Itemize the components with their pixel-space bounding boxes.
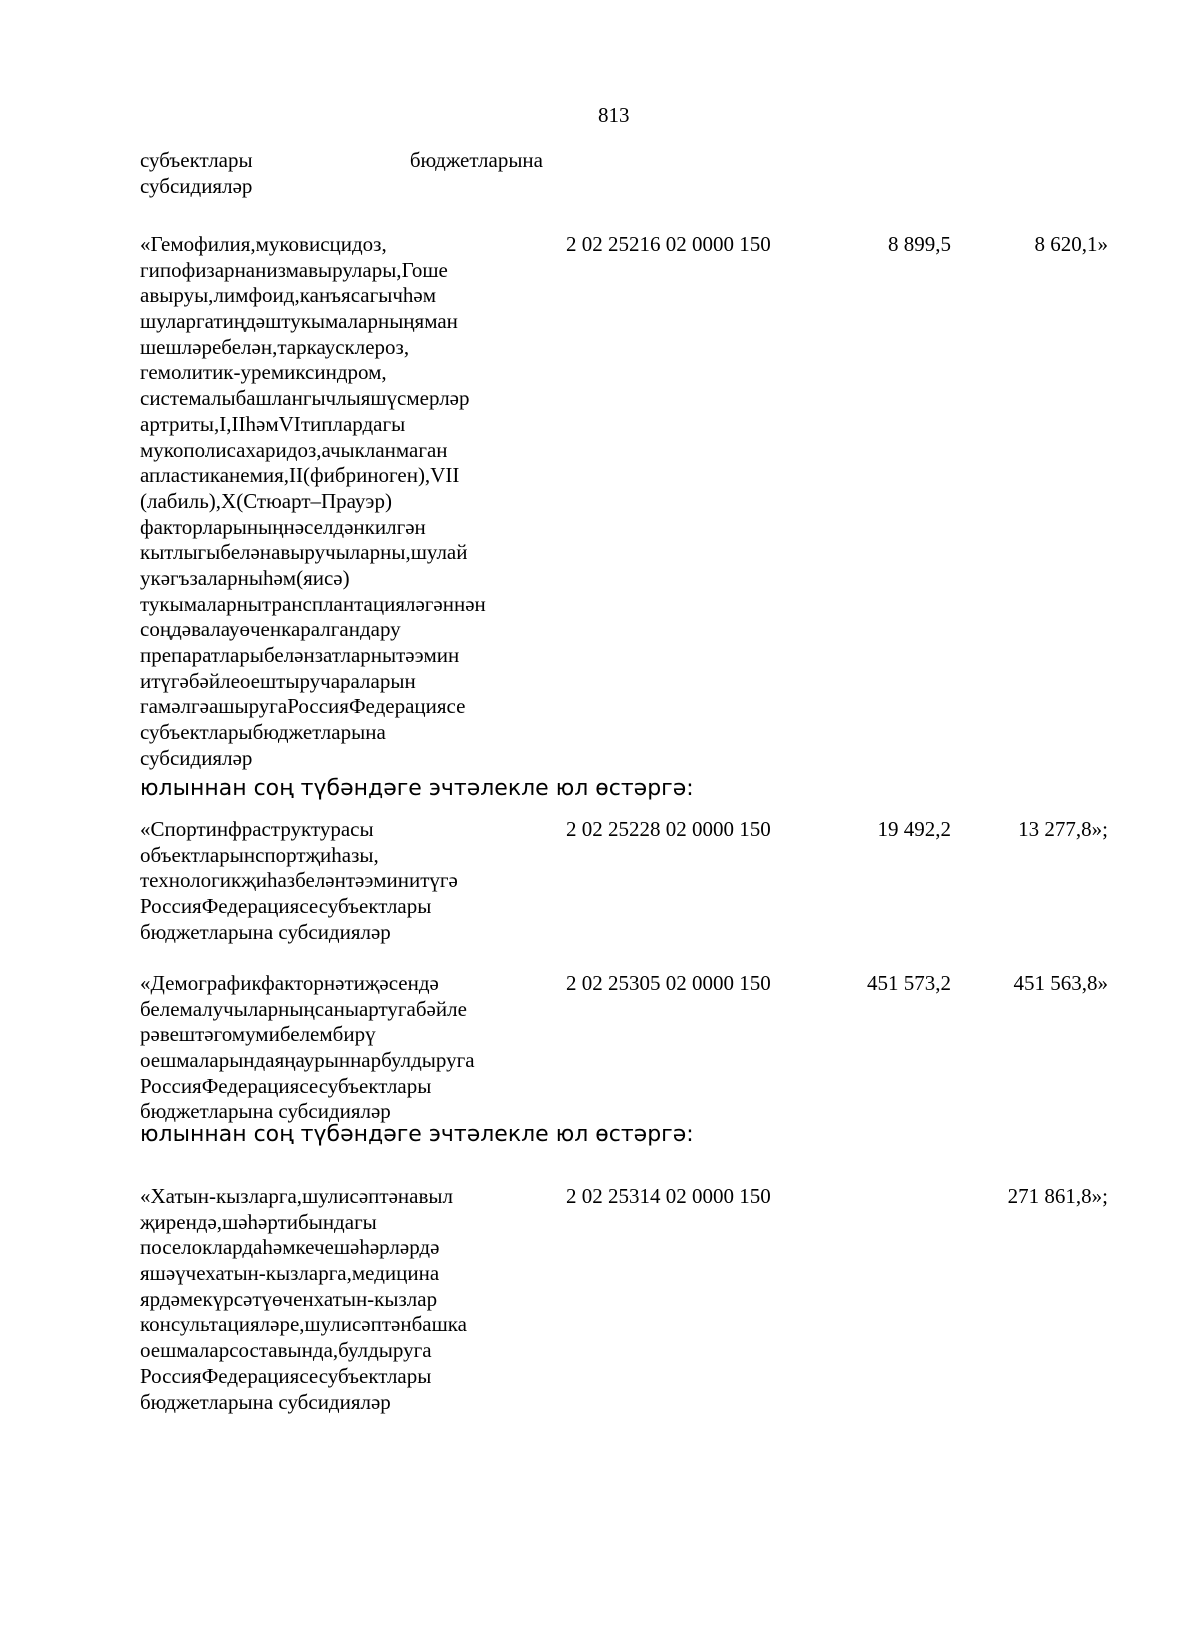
instruction-note: юлыннан соң түбәндәге эчтәлекле юл өстәргә: <box>140 1122 694 1147</box>
description-line: бюджетларына субсидияләр <box>140 1099 391 1124</box>
description-word: шәһәр <box>222 1209 278 1234</box>
description-word: тукымаларны <box>140 591 263 616</box>
description-word: II <box>231 411 246 436</box>
description-word: соң <box>140 617 172 642</box>
description-line: бюджетларына субсидияләр <box>140 919 391 944</box>
description-word: Федерациясе <box>348 694 466 719</box>
description-line <box>140 1074 543 1100</box>
description-word: яңа <box>274 1048 304 1073</box>
description-line <box>140 232 543 258</box>
description-word: килгән <box>364 514 426 539</box>
description-word: – <box>310 488 322 513</box>
description-line <box>140 1338 543 1364</box>
description-word: синдром, <box>305 360 387 385</box>
description-word: склероз, <box>335 334 410 359</box>
description-word: поселокларда <box>140 1235 263 1260</box>
description-word: тибындагы <box>277 1209 377 1234</box>
description-word: каралган <box>281 617 360 642</box>
description-word: башка <box>411 1312 467 1337</box>
description-word: Россия <box>140 894 202 919</box>
description-word: өчен <box>239 617 282 642</box>
description-word: бәйле <box>415 996 467 1021</box>
description-word: Прауэр) <box>321 488 392 513</box>
description-word: яшәүче <box>140 1261 206 1286</box>
fragment-word-right: бюджетларына <box>409 148 543 172</box>
description-word: авыручыларны, <box>271 540 411 565</box>
description-word: составында, <box>229 1338 339 1363</box>
description-word: ашыруга <box>208 694 288 719</box>
description-word: яшүсмерләр <box>360 386 470 411</box>
description-line <box>140 463 543 489</box>
description-word: авыруы, <box>140 283 214 308</box>
description-word: I, <box>219 411 232 436</box>
fragment-line-2: субсидияләр <box>140 173 253 198</box>
entry-code: 2 02 25216 02 0000 150 <box>566 232 771 256</box>
description-line <box>140 843 543 869</box>
description-line <box>140 540 543 566</box>
description-word: системалы <box>140 386 236 411</box>
entry-description-demographic <box>140 971 543 1125</box>
description-line <box>140 1261 543 1287</box>
description-word: җирендә, <box>140 1209 223 1234</box>
description-word: һәм <box>245 411 279 436</box>
entry-value-2: 271 861,8»; <box>1007 1184 1108 1208</box>
description-word: нәселдән <box>283 514 365 539</box>
description-word: ярдәме <box>140 1286 203 1311</box>
description-word: бәйле <box>188 668 240 693</box>
description-word: өчен <box>272 1286 314 1311</box>
description-word: ачыкланмаган <box>321 437 448 462</box>
description-word: шулай <box>410 540 468 565</box>
fragment-word-left: субъектлары <box>140 148 253 172</box>
description-word: һәм <box>402 283 437 308</box>
entry-value-1: 8 899,5 <box>888 232 951 256</box>
description-word: тиңдәш <box>213 309 282 334</box>
description-word: Россия <box>140 1363 202 1388</box>
description-word: оешмаларында <box>140 1048 275 1073</box>
description-word: «Спорт <box>140 817 206 841</box>
description-word: «Гемофилия, <box>140 232 256 256</box>
description-line <box>140 1184 543 1210</box>
description-line <box>140 489 543 515</box>
description-word: белем <box>279 1022 333 1047</box>
description-word: Россия <box>140 1073 202 1098</box>
description-word: мукополисахаридоз, <box>140 437 322 462</box>
description-word: белән <box>295 868 346 893</box>
entry-description-sport <box>140 817 543 945</box>
description-word: саны <box>314 996 359 1021</box>
description-word: лимфоид, <box>213 283 300 308</box>
description-word: муковисцидоз, <box>255 232 387 256</box>
description-line: бюджетларына субсидияләр <box>140 1389 391 1414</box>
description-word: Федерациясе <box>201 894 319 919</box>
description-word: консультацияләре, <box>140 1312 305 1337</box>
description-line <box>140 360 543 386</box>
description-word: анемия, <box>219 463 290 488</box>
description-line <box>140 515 543 541</box>
description-line <box>140 1210 543 1236</box>
description-line: субсидияләр <box>140 745 253 770</box>
description-word: субъектлары <box>318 1073 432 1098</box>
description-line <box>140 1022 543 1048</box>
description-word: II <box>289 463 304 488</box>
description-line <box>140 335 543 361</box>
description-word: булдыруга <box>381 1048 475 1073</box>
description-line <box>140 720 543 746</box>
description-word: урыннар <box>303 1048 382 1073</box>
instruction-note: юлыннан соң түбәндәге эчтәлекле юл өстәргә: <box>140 776 694 801</box>
entry-value-2: 8 620,1» <box>1034 232 1108 256</box>
description-word: кытлыгы <box>140 540 221 565</box>
description-word: тукымаларның <box>281 309 415 334</box>
description-word: исәптән <box>340 1312 412 1337</box>
description-word: трансплантацияләгәннән <box>262 591 486 616</box>
description-line <box>140 1312 543 1338</box>
description-word: шуларга <box>140 309 214 334</box>
entry-code: 2 02 25305 02 0000 150 <box>566 971 771 995</box>
description-line <box>140 412 543 438</box>
description-word: ук <box>140 565 161 590</box>
description-word: (лабиль), <box>140 488 222 513</box>
description-line <box>140 1364 543 1390</box>
description-word: кече <box>295 1235 334 1260</box>
description-word: затларны <box>314 643 397 667</box>
description-word: апластик <box>140 463 220 488</box>
description-word: рәвештә <box>140 1022 214 1047</box>
page-number: 813 <box>598 103 630 127</box>
description-word: субъектлары <box>140 720 253 745</box>
description-word: әгъзаларны <box>160 565 263 590</box>
description-word: җиһазы, <box>305 842 379 867</box>
description-word: Федерациясе <box>201 1073 319 1098</box>
entry-value-2: 13 277,8»; <box>1018 817 1108 841</box>
entry-value-1: 451 573,2 <box>867 971 951 995</box>
description-word: белем <box>140 996 193 1021</box>
description-word: бирү <box>332 1022 376 1047</box>
description-line <box>140 592 543 618</box>
description-line <box>140 817 543 843</box>
description-word: һәм <box>262 1235 296 1260</box>
description-word: Федерациясе <box>201 1363 319 1388</box>
description-word: алучыларның <box>192 996 315 1021</box>
description-line <box>140 283 543 309</box>
description-word: шәһәрләрдә <box>333 1235 440 1260</box>
description-word: шешләре <box>140 334 222 359</box>
description-word: факторларының <box>140 514 284 539</box>
description-word: Россия <box>287 694 349 719</box>
description-word: тәэмин <box>396 643 460 667</box>
description-word: канъясагыч <box>299 283 403 308</box>
description-word: (фибриноген), <box>303 463 431 488</box>
description-line <box>140 566 543 592</box>
description-line <box>140 669 543 695</box>
description-word: VI <box>278 411 301 436</box>
description-word: итүгә <box>140 668 189 693</box>
description-word: оештыру <box>239 668 321 693</box>
description-word: (Стюарт <box>236 488 311 513</box>
description-word: «Хатын-кызларга, <box>140 1184 303 1208</box>
description-word: итүгә <box>408 868 458 893</box>
entry-description-hemophilia <box>140 232 543 771</box>
description-word: артуга <box>358 996 416 1021</box>
description-word: шул <box>302 1184 339 1208</box>
description-word: объектларын <box>140 842 256 867</box>
description-line <box>140 694 543 720</box>
description-line <box>140 868 543 894</box>
description-line <box>140 617 543 643</box>
description-word: медицина <box>351 1261 440 1286</box>
description-word: хатын-кызларга, <box>205 1261 352 1286</box>
entry-code: 2 02 25314 02 0000 150 <box>566 1184 771 1208</box>
description-word: башлангычлы <box>235 386 361 411</box>
description-word: бюджетларына <box>252 720 386 745</box>
description-word: дару <box>359 617 401 642</box>
description-line <box>140 997 543 1023</box>
description-word: исәптән <box>338 1184 410 1208</box>
description-line <box>140 386 543 412</box>
description-word: гамәлгә <box>140 694 209 719</box>
description-line <box>140 309 543 335</box>
description-word: X <box>221 488 237 513</box>
description-word: нанизм <box>234 257 299 282</box>
description-word: фактор <box>261 971 324 995</box>
description-line <box>140 1235 543 1261</box>
description-line <box>140 894 543 920</box>
description-word: таркау <box>277 334 336 359</box>
description-word: спорт <box>255 842 306 867</box>
description-word: нәтиҗәсендә <box>323 971 439 995</box>
entry-value-2: 451 563,8» <box>1013 971 1108 995</box>
description-line <box>140 258 543 284</box>
description-line <box>140 1048 543 1074</box>
description-word: гомуми <box>213 1022 280 1047</box>
description-word: дәвалау <box>171 617 240 642</box>
description-line <box>140 438 543 464</box>
description-word: инфраструктурасы <box>205 817 374 841</box>
description-word: белән <box>220 540 272 565</box>
top-fragment <box>140 148 543 199</box>
description-word: белән, <box>221 334 278 359</box>
description-word: Гоше <box>401 257 448 282</box>
description-word: препаратлары <box>140 643 264 667</box>
description-word: шул <box>304 1312 341 1337</box>
description-word: һәм <box>262 565 297 590</box>
fragment-line-1 <box>140 148 543 174</box>
description-word: гемолитик-уремик <box>140 360 306 385</box>
description-word: яман <box>414 309 458 334</box>
description-word: күрсәтү <box>202 1286 273 1311</box>
description-word: белән <box>263 643 315 667</box>
entry-value-1: 19 492,2 <box>877 817 951 841</box>
description-line <box>140 971 543 997</box>
description-word: авыл <box>409 1184 453 1208</box>
description-word: чараларын <box>320 668 416 693</box>
description-word: гипофизар <box>140 257 235 282</box>
description-word: «Демографик <box>140 971 262 995</box>
description-word: субъектлары <box>318 894 432 919</box>
entry-code: 2 02 25228 02 0000 150 <box>566 817 771 841</box>
description-word: (яисә) <box>296 565 350 590</box>
description-word: субъектлары <box>318 1363 432 1388</box>
description-line <box>140 1287 543 1313</box>
description-word: типлардагы <box>300 411 406 436</box>
description-word: җиһаз <box>241 868 296 893</box>
description-line <box>140 643 543 669</box>
description-word: тәэмин <box>345 868 409 893</box>
description-word: VII <box>430 463 460 488</box>
description-word: булдыруга <box>338 1338 432 1363</box>
entry-description-women-consultation <box>140 1184 543 1415</box>
description-word: артриты, <box>140 411 220 436</box>
description-word: авырулары, <box>298 257 402 282</box>
description-word: технологик <box>140 868 242 893</box>
description-word: оешмалар <box>140 1338 230 1363</box>
description-word: хатын-кызлар <box>313 1286 438 1311</box>
